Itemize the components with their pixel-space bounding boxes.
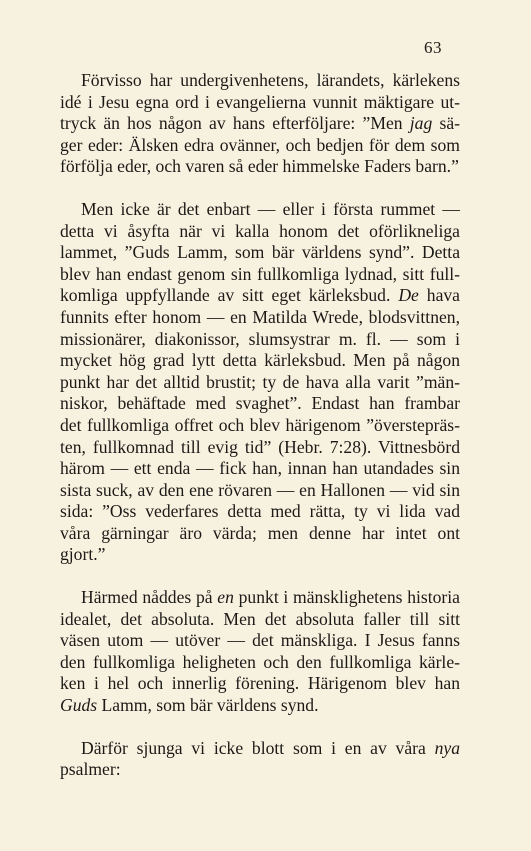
text-segment: Därför sjunga vi icke blott som i en av våra bbox=[81, 737, 435, 758]
text-line: niskor, behäftade med svaghet”. Endast han frambar bbox=[60, 393, 460, 414]
text-line: sida: ”Oss vederfares detta med rätta, ty vi lida vad bbox=[60, 501, 460, 522]
text-segment: tryck än hos någon av hans efterföljare: ”Men bbox=[60, 113, 410, 134]
text-line: punkt har det alltid brustit; ty de hava alla varit ”män- bbox=[60, 371, 460, 392]
text-line: det fullkomliga offret och blev härigenom ”överstepräs- bbox=[60, 414, 460, 435]
text-segment: komliga uppfyllande av sitt eget kärleksbud. bbox=[60, 285, 399, 306]
body-text bbox=[60, 70, 460, 781]
text-segment: hava bbox=[418, 285, 460, 306]
text-segment: Härmed nåddes på bbox=[81, 587, 218, 608]
text-line: blev han endast genom sin fullkomliga lydnad, sitt full- bbox=[60, 263, 460, 284]
text-segment: sä- bbox=[432, 113, 460, 134]
text-segment: Lamm, som bär världens synd. bbox=[97, 695, 319, 716]
text-line: Men icke är det enbart — eller i första rummet — bbox=[81, 198, 460, 219]
text-line: den fullkomliga heligheten och den fullkomliga kärle- bbox=[60, 651, 460, 672]
page-number: 63 bbox=[424, 38, 442, 57]
text-line: lammet, ”Guds Lamm, som bär världens synd”. Detta bbox=[60, 242, 460, 263]
italic-word: nya bbox=[434, 737, 460, 758]
text-line bbox=[60, 113, 460, 135]
text-segment: punkt i mänsklighetens historia bbox=[233, 587, 460, 608]
text-line: idealet, det absoluta. Men det absoluta faller till sitt bbox=[60, 608, 460, 629]
italic-word: Guds bbox=[60, 695, 98, 716]
text-line: missionärer, diakonissor, slumsystrar m. fl. — som i bbox=[60, 328, 460, 349]
text-line: ger eder: Älsken edra ovänner, och bedjen för dem som bbox=[60, 134, 460, 155]
text-line: sista suck, av den ene rövaren — en Hallonen — vid sin bbox=[60, 479, 460, 500]
text-line: mycket hög grad lytt detta kärleksbud. Men på någon bbox=[60, 350, 460, 371]
text-line: psalmer: bbox=[60, 759, 121, 780]
text-line: våra gärningar äro värda; men denne har intet ont bbox=[60, 522, 460, 543]
paragraph-gap bbox=[60, 717, 460, 738]
paragraph-gap bbox=[60, 178, 460, 199]
text-line: Förvisso har undergivenhetens, lärandets, kärlekens bbox=[81, 70, 460, 90]
paragraph-gap bbox=[60, 566, 460, 587]
text-line bbox=[60, 738, 460, 760]
text-line: ken i hel och innerlig förening. Härigenom blev han bbox=[60, 673, 460, 694]
text-line bbox=[60, 285, 460, 307]
text-line: ten, fullkomnad till evig tid” (Hebr. 7:28). Vittnesbörd bbox=[60, 436, 460, 457]
text-line: detta vi åsyfta när vi kalla honom det oförlikneliga bbox=[60, 220, 460, 241]
paragraph-4 bbox=[60, 738, 460, 781]
italic-word: De bbox=[398, 285, 419, 306]
text-line: väsen utom — utöver — det mänskliga. I Jesus fanns bbox=[60, 630, 460, 651]
italic-word: jag bbox=[409, 113, 433, 134]
text-line: idé i Jesu egna ord i evangelierna vunnit mäktigare ut- bbox=[60, 91, 460, 112]
paragraph-1 bbox=[60, 70, 460, 178]
text-line: härom — ett enda — fick han, innan han utandades sin bbox=[60, 458, 460, 479]
paragraph-3 bbox=[60, 587, 460, 717]
text-line bbox=[60, 695, 460, 717]
text-line: gjort.” bbox=[60, 544, 106, 565]
text-line bbox=[60, 587, 460, 609]
italic-word: en bbox=[217, 587, 234, 608]
text-line: funnits efter honom — en Matilda Wrede, blodsvittnen, bbox=[60, 306, 460, 327]
text-line: förfölja eder, och varen så eder himmelske Faders barn.” bbox=[60, 156, 459, 177]
paragraph-2 bbox=[60, 199, 460, 566]
